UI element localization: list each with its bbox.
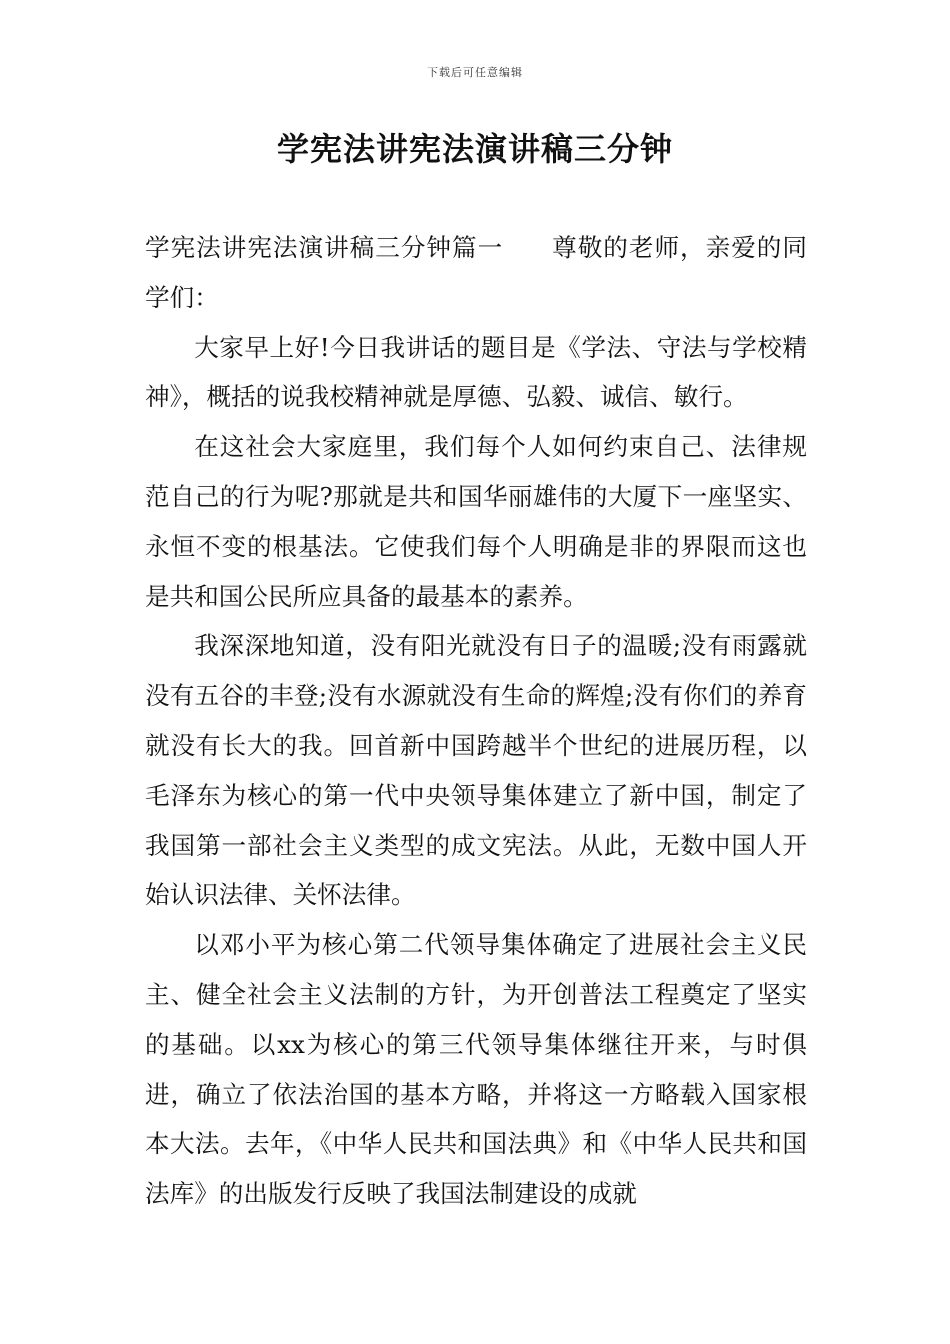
body-paragraph-1: 大家早上好!今日我讲话的题目是《学法、守法与学校精神》，概括的说我校精神就是厚德、弘毅、诚信、敏行。 xyxy=(145,332,807,412)
body-paragraph-4: 以邓小平为核心第二代领导集体确定了进展社会主义民主、健全社会主义法制的方针，为开创普法工程奠定了坚实的基础。以xx为核心的第三代领导集体继往开来，与时俱进，确立了依法治国的基本方略，并将这一方略载入国家根本大法。去年，《中华人民共和国法典》和《中华人民共和国法库》的出版发行反映了我国法制建设的成就 xyxy=(145,930,807,1209)
intro-paragraph xyxy=(145,223,807,323)
document-body xyxy=(145,223,807,1219)
header-note: 下载后可任意编辑 xyxy=(427,66,523,79)
body-paragraph-3: 我深深地知道，没有阳光就没有日子的温暖;没有雨露就没有五谷的丰登;没有水源就没有生命的辉煌;没有你们的养育就没有长大的我。回首新中国跨越半个世纪的进展历程，以毛泽东为核心的第一代中央领导集体建立了新中国，制定了我国第一部社会主义类型的成文宪法。从此，无数中国人开始认识法律、关怀法律。 xyxy=(145,631,807,910)
salutation: 尊敬的老师，亲爱的同学们： xyxy=(145,233,807,312)
section-heading: 学宪法讲宪法演讲稿三分钟篇一 xyxy=(145,233,504,262)
body-paragraph-2: 在这社会大家庭里，我们每个人如何约束自己、法律规范自己的行为呢?那就是共和国华丽雄伟的大厦下一座坚实、永恒不变的根基法。它使我们每个人明确是非的界限而这也是共和国公民所应具备的最基本的素养。 xyxy=(145,432,807,611)
document-title: 学宪法讲宪法演讲稿三分钟 xyxy=(276,130,673,168)
